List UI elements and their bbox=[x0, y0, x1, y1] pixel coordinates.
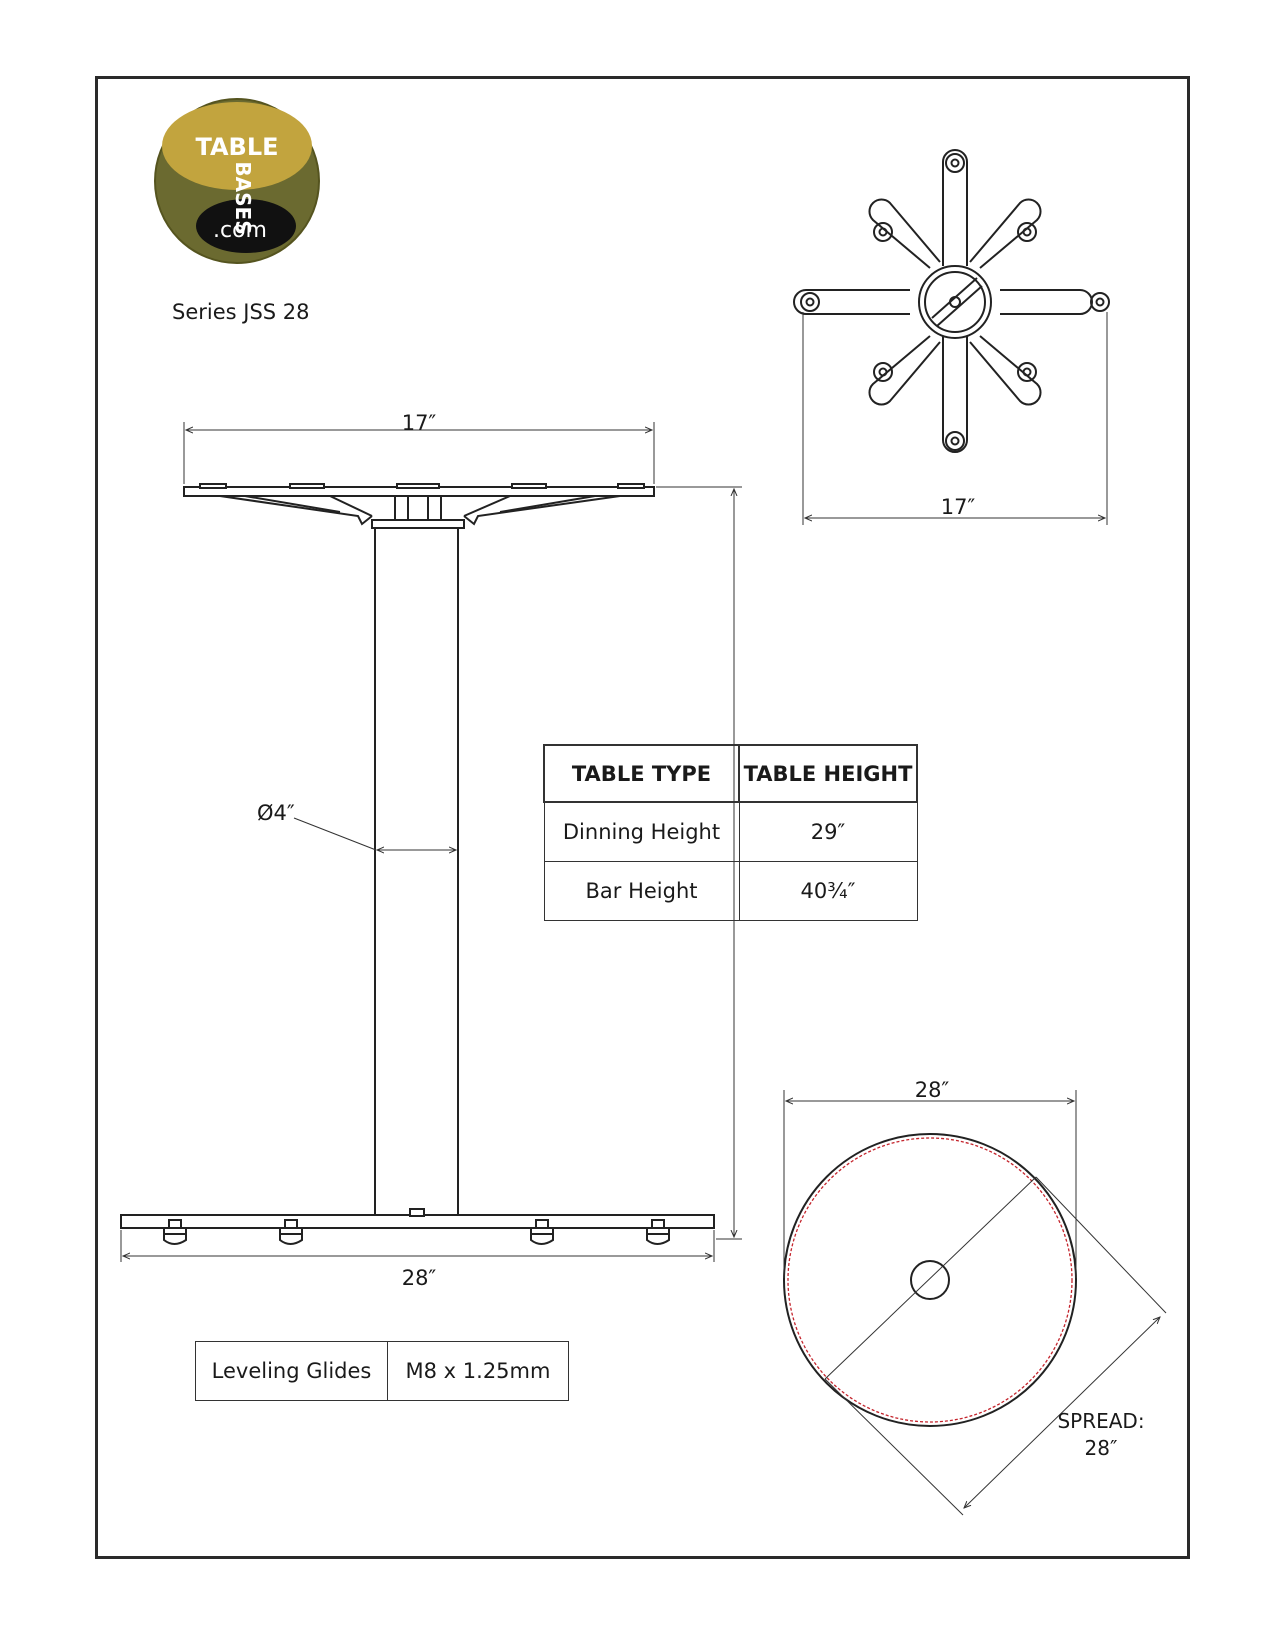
cell-height: 40¾″ bbox=[739, 862, 917, 921]
logo-text-bottom: .com bbox=[213, 218, 267, 243]
spread-title: SPREAD: bbox=[1057, 1409, 1145, 1433]
table-row bbox=[544, 802, 917, 862]
column-diameter-label: Ø4″ bbox=[257, 801, 295, 825]
spread-label bbox=[1057, 1408, 1144, 1462]
header-table-type: TABLE TYPE bbox=[544, 745, 739, 802]
table-height-table bbox=[543, 744, 918, 921]
round-base-width-label: 28″ bbox=[914, 1078, 950, 1102]
cell-type: Bar Height bbox=[544, 862, 739, 921]
cell-height: 29″ bbox=[739, 802, 917, 862]
glides-value: M8 x 1.25mm bbox=[388, 1342, 569, 1401]
series-label: Series JSS 28 bbox=[172, 300, 310, 324]
spider-width-label: 17″ bbox=[940, 495, 976, 519]
table-row bbox=[544, 862, 917, 921]
glides-label: Leveling Glides bbox=[196, 1342, 388, 1401]
brand-logo bbox=[155, 99, 319, 263]
spread-value: 28″ bbox=[1084, 1436, 1118, 1460]
top-plate-width-label: 17″ bbox=[401, 411, 437, 435]
table-header-row bbox=[544, 745, 917, 802]
spider-top-view bbox=[794, 150, 1109, 452]
leveling-glides-table bbox=[195, 1341, 569, 1401]
logo-text-top: TABLE bbox=[195, 133, 279, 161]
base-width-label: 28″ bbox=[401, 1266, 437, 1290]
logo-text-vertical: BASES bbox=[231, 161, 255, 235]
cell-type: Dinning Height bbox=[544, 802, 739, 862]
table-row bbox=[196, 1342, 569, 1401]
header-table-height: TABLE HEIGHT bbox=[739, 745, 917, 802]
